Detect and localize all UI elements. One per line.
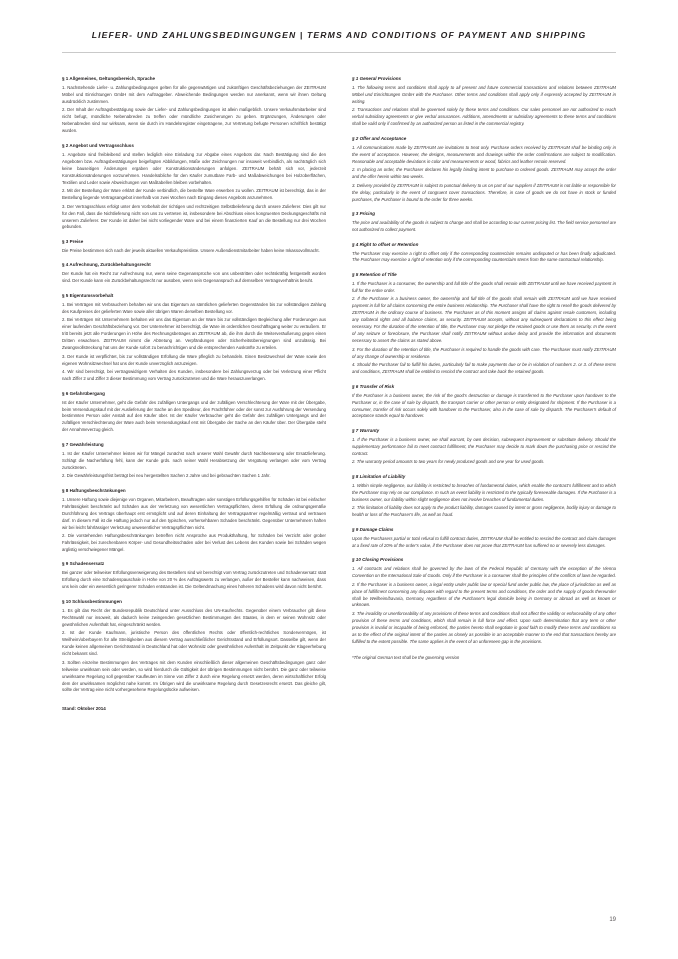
terms-section (62, 599, 326, 695)
section-paragraph: 2. Mit der Bestellung der Ware erklärt der Kunde verbindlich, die bestellte Ware erwerben zu wollen. ZEITRAUM ist berechtigt, das in der Bestellung liegende Vertragsangebot innerhalb von zwei Wochen nach Eingang dieses Angebots anzunehmen. (62, 188, 326, 201)
section-paragraph: 3. The invalidity or unenforceability of any provisions of these terms and conditions shall not affect the validity or enforceability of any other provision of these terms and conditions, which shall remain in full force and effect. Upon such determination that any term or other provision is invalid or incapable of being enforced, the parties hereto shall negotiate in good faith to modify these terms and conditions so as to the effect of the original intent of the parties as closely as possible in an acceptable manner to the end that transactions hereby are fulfilled to the extent possible. The same applies in the event of an unforeseen gap in the provisions. (352, 611, 616, 644)
section-heading: § 1 Allgemeines, Geltungsbereich, Sprache (62, 76, 156, 81)
section-heading: § 3 Preise (62, 238, 84, 244)
governing-version-note: *The original German text shall be the governing version (352, 654, 460, 660)
section-heading: § 4 Aufrechnung, Zurückbehaltungsrecht (62, 262, 151, 268)
section-paragraph: Upon the Purchasers partial or total refusal to fulfill contract duties, ZEITRAUM shall be entitled to rescind the contract and claim damages at a fixed rate of 20% of the order's value, if the Purchaser does not prove that ZEITRAUM has suffered no or severely less damages. (352, 535, 616, 548)
section-paragraph: 3. Der Kunde ist verpflichtet, bis zur vollständigen Erfüllung die Ware pfleglich zu behandeln. Einen Besitzwechsel der Ware sowie den eigenen Wohnsitzwechsel hat uns der Kunde unverzüglich anzuzeigen. (62, 353, 326, 366)
terms-section (62, 561, 326, 591)
section-heading: § 2 Angebot und Vertragsschluss (62, 142, 134, 148)
terms-section (62, 262, 326, 285)
section-heading: § 8 Haftungsbeschränkungen (62, 487, 126, 493)
section-heading: § 10 Closing Provisions (352, 557, 404, 563)
terms-section (352, 242, 616, 265)
section-paragraph: The price and availability of the goods is subject to change and shall be according to our current pricing list. The field service personnel are not authorized to collect payment. (352, 220, 616, 233)
section-heading: § 4 Right to offset or Retention (352, 241, 419, 247)
document-datestamp: Stand: Oktober 2014 (62, 706, 106, 712)
section-paragraph: 3. Sollten einzelne Bestimmungen des Vertrages mit dem Kunden einschließlich dieser allgemeinen Geschäftsbedingungen ganz oder teilweise unwirksam sein oder werden, so wird hierdurch die Gültigkeit der übrigen Bestimmungen nicht berührt. Die ganz oder teilweise unwirksame Regelung soll gegenüber Kaufleuten im Sinne von Ziffer 2 durch eine Regelung ersetzt werden, deren wirtschaftlicher Erfolg dem der unwirksamen möglichst nahe kommt. Im Übrigen wird die unwirksame Regelung durch Gesetzesrecht ersetzt. Das gleiche gilt, sollte der Vertrag eine nicht vorhergesehene Regelungslücke aufweisen. (62, 659, 326, 693)
section-paragraph: 2. In placing an order, the Purchaser declares his legally binding intent to purchase to ordered goods. ZEITRAUM may accept the order and the offer herein within two weeks. (352, 167, 616, 180)
section-paragraph: 1. Es gilt das Recht der Bundesrepublik Deutschland unter Ausschluss des UN-Kaufrechts. Gegenüber einem Verbraucher gilt diese Rechtswahl nur insoweit, als dadurch keine zwingenden gesetzlichen Bestimmungen des Staates, in dem er seinen Wohnsitz oder gewöhnlichen Aufenthalt hat, eingeschränkt werden. (62, 607, 326, 627)
terms-section (62, 488, 326, 554)
terms-columns (62, 76, 616, 711)
section-heading: § 2 Offer and Acceptance (352, 135, 407, 141)
section-heading: § 9 Damage Claims (352, 526, 394, 532)
section-heading: § 8 Limitation of Liability (352, 473, 406, 479)
section-paragraph: 2. Die vorstehenden Haftungsbeschränkungen betreffen nicht Ansprüche aus Produkthaftung, für Schäden bei Verzicht oder grober Fahrlässigkeit, bei zurechenbaren Körper- und Gesundheitsschäden oder bei Verlust des Lebens des Kunden sowie bei Schäden wegen arglistig verschwiegener Mängel. (62, 533, 326, 552)
section-paragraph: 2. Die Gewährleistungsfrist beträgt bei neu hergestellten Sachen 2 Jahre und bei gebrauchten Sachen 1 Jahr. (62, 473, 271, 479)
terms-section (352, 384, 616, 421)
section-paragraph: 3. Delivery provided by ZEITRAUM is subject to punctual delivery to us on part of our suppliers if ZEITRAUM is not liable or responsible for the delay, particularly in the event of congruent cover transactions. Therefore, in case of goods we do not have in stock or funded purchases, the Purchaser is bound to the order for three weeks. (352, 182, 616, 202)
section-paragraph: 1. Within simple negligence, our liability is restricted to breaches of fundamental duties, which enable the contract's fulfillment and to which the Purchaser may rely on our compliance. In such an event liability is restricted to the typically foreseeable damages. If the Purchaser is a business owner, our liability within slight negligence does not involve breaches of fundamental duties. (352, 482, 616, 502)
terms-section (62, 239, 326, 255)
terms-section (352, 211, 616, 234)
terms-section (352, 474, 616, 519)
section-paragraph: Ist der Käufer Unternehmer, geht die Gefahr des zufälligen Untergangs und der zufälligen Verschlechterung der Ware mit der Übergabe, beim Versendungskauf mit der Auslieferung der Sache an den Spediteur, den Frachtführer oder der sonst zur Ausführung der Versendung bestimmten Person oder Anstalt auf den Käufer über. Ist der Käufer Verbraucher geht die Gefahr des zufälligen Untergangs und der zufälligen Verschlechterung der Ware auch beim Versendungskauf erst mit Übergabe der Sache an den Käufer über. Der Übergabe steht der Annahmeverzug gleich. (62, 399, 326, 433)
section-heading: § 5 Retention of Title (352, 271, 397, 277)
section-heading: § 5 Eigentumsvorbehalt (62, 292, 114, 298)
section-paragraph: 1. Nachstehende Liefer- u. Zahlungsbedingungen gelten für alle gegenwärtigen und zukünftigen Geschäftsbeziehungen der ZEITRAUM Möbel und Einrichtungen GmbH mit dem Auftraggeber. Abweichende Bedingungen werden nur anerkannt, wenn wir ihnen Geltung ausdrücklich zustimmen. (62, 85, 326, 104)
section-paragraph: 2. Ist der Kunde Kaufmann, juristische Person des öffentlichen Rechts oder öffentlich-rechtliches Sondervermögen, ist Weilheim/oberbayern für alle Streitigkeiten aus diesem Vertrag ausschließlicher Gerichtsstand und Erfüllungsort. Dasselbe gilt, wenn der Kunde keinen allgemeinen Gerichtsstand in Deutschland hat oder Wohnsitz oder gewöhnlichen Aufenthalt im Zeitpunkt der Klageerhebung nicht bekannt sind. (62, 630, 326, 657)
terms-section (62, 293, 326, 383)
section-paragraph: 1. Ist der Käufer Unternehmer leisten wir für Mängel zunächst nach unserer Wahl Gewähr durch Nachbesserung oder Ersatzlieferung. Schlägt die Nacherfüllung fehl, kann der Kunde grds. nach seiner Wahl Herabsetzung der Vergütung verlangen oder vom Vertrag zurücktreten. (62, 450, 326, 470)
section-paragraph: 1. Unsere Haftung sowie diejenige von Organen, Mitarbeitern, Beauftragten oder sonstigen Erfüllungsgehilfen für Schäden ist bei einfacher Fahrlässigkeit beschränkt auf Schäden aus der Verletzung von wesentlichen Vertragspflichten, deren Erfüllung die ordnungsgemäße Durchführung des Vertrags überhaupt erst ermöglicht und auf deren Einhaltung der Vertragspartner regelmäßig vertraut und vertrauen darf. In diesem Fall ist die Haftung jedoch nur auf den typischen, vorhersehbaren Schaden beschränkt. Gegenüber Unternehmern haften wir bei leicht fahrlässiger Verletzung unwesentlicher Vertragspflichten nicht. (62, 496, 326, 530)
section-paragraph: 2. If the Purchaser is a business owner, a legal entity under public law or special fund under public law, the place of jurisdiction as well as place of fulfillment concerning any disputes with regard to the present terms and conditions, the order and the supply of goods thereunder shall be Weilheim/bavaria, Germany, regardless of the Purchaser's legal domicile being in Germany or abroad as well as known or unknown. (352, 581, 616, 608)
terms-section (352, 527, 616, 550)
section-paragraph: 3. For the duration of the retention of title, the Purchaser is required to handle the goods with care. The Purchaser must notify ZEITRAUM of any change of ownership or residence. (352, 346, 616, 359)
page-number: 19 (609, 917, 616, 923)
section-paragraph: Der Kunde hat ein Recht zur Aufrechnung nur, wenn seine Gegenansprüche von uns unbestritten oder rechtskräftig festgestellt worden sind. Der Kunde kann ein Zurückbehaltungsrecht nur ausüben, wenn sein Gegenanspruch auf demselben Vertragsverhältnis beruht. (62, 271, 326, 284)
terms-section (62, 76, 326, 135)
header-divider (62, 52, 616, 53)
terms-section (352, 428, 616, 466)
section-heading: § 9 Schadensersatz (62, 561, 105, 567)
section-paragraph: 1. All contracts and relations shall be governed by the laws of the Federal Republic of Germany with the exception of the Vienna Convention on the International Sale of Goods. Only if the Purchaser is a consumer shall the principles of the conflicts of laws be regarded. (352, 566, 616, 579)
page-header (0, 30, 678, 40)
terms-section (352, 272, 616, 376)
section-heading: § 10 Schlussbestimmungen (62, 598, 122, 604)
section-paragraph: 1. Bei Verträgen mit Verbrauchern behalten wir uns das Eigentum an sämtlichen gelieferten Gegenständen bis zur vollständigen Zahlung des Kaufpreises der gelieferten Ware sowie aller übrigen Waren derselben Bestellung vor. (62, 301, 326, 314)
section-paragraph: 1. If the Purchaser is a business owner, we shall warrant, by own decision, subsequent improvement or substitute delivery. Should the supplementary performance fail to meet contract fulfillment, the Purchaser may decide to mark down the purchasing price or rescind the contract. (352, 436, 616, 456)
terms-section (352, 557, 616, 646)
terms-section (62, 391, 326, 435)
section-paragraph: 4. Wir sind berechtigt, bei vertragswidrigem Verhalten des Kunden, insbesondere bei Zahlungsverzug oder bei Verletzung einer Pflicht nach Ziffer 2 und Ziffer 3 dieser Bestimmung vom Vertrag zurückzutreten und die Ware herauszuverlangen. (62, 369, 326, 382)
section-heading: § 3 Pricing (352, 211, 375, 217)
section-paragraph: 3. Der Vertragsschluss erfolgt unter dem Vorbehalt der richtigen und rechtzeitigen Selbstbelieferung durch unsere Zulieferer. Dies gilt nur für den Fall, dass die Nichtlieferung nicht von uns zu vertreten ist, insbesondere bei Abschluss eines kongruenten Deckungsgeschäfts mit unserem Zulieferer. Der Kunde ist daher bei nicht vorliegender Ware und bei einem finanzierten Kauf an die Bestellung nur drei Wochen gebunden. (62, 203, 326, 230)
column-german (62, 76, 326, 711)
section-paragraph: 1. Angebote sind freibleibend und stellen lediglich eine Einladung zur Abgabe eines Angebots dar. Nach Bestätigung sind die den Angeboten bzw. Auftragsbestätigungen beigefügten Abbildungen, Maße oder Zeichnungen nur insoweit verbindlich, als nachträglich sich keine bauseitigen Änderungen ergaben oder Konstruktionsänderungen anfolgen. ZEITRAUM behält sich vor, jederzeit Konstruktionsänderungen vorzunehmen. Handelsübliche für den Käufer zumutbare Farb- und Maßabweichungen bei Holzoberflächen, Textilien und Leder sowie Abweichungen von Maßtabellen bleiben vorbehalten. (62, 151, 326, 185)
section-heading: § 6 Transfer of Risk (352, 383, 395, 389)
section-paragraph: 1. All communications made by ZEITRAUM are invitations to treat only. Purchase orders received by ZEITRAUM shall be binding only in the event of acceptance. However, the designs, measurements and drawings within the order confirmations are subject to modification. Reasonable and acceptable deviations in color and measurements or wood, fabrics and leather remain reserved. (352, 144, 616, 164)
section-paragraph: If the Purchaser is a business owner, the risk of the good's destruction or damage is transferred to the Purchaser upon handover to the Purchaser or, in the case of sale by dispatch, the transport carrier or other person or entity designated for shipment. If the Purchaser is a consumer, transfer of risk occurs solely with handover to the Purchaser, also in the case of sale by dispatch. The Purchaser's default of acceptance stands equal to handover. (352, 392, 616, 419)
section-paragraph: 1. If the Purchaser is a consumer, the ownership and full title of the goods shall remain with ZEITRAUM until we have received payment in full for the entire order. (352, 280, 616, 293)
terms-section (352, 76, 616, 128)
section-paragraph: Die Preise bestimmen sich nach der jeweils aktuellen Verkaufspreisliste. Unsere Außendienstmitarbeiter haben keine Inkassovollmacht. (62, 247, 320, 253)
section-heading: § 6 Gefahrübergang (62, 390, 105, 396)
terms-section (352, 136, 616, 204)
section-heading: § 7 Warranty (352, 427, 380, 433)
section-paragraph: 2. The warranty period amounts to two years for newly produced goods and one year for used goods. (352, 459, 545, 465)
section-paragraph: The Purchaser may exercise a right to offset only if the corresponding counterclaim remains undisputed or has been finally adjudicated. The Purchaser may exercise a right of retention only if the corresponding counterclaim stems from the same contractual relationship. (352, 250, 616, 263)
section-paragraph: 1. The following terms and conditions shall apply to all present and future commercial transactions and relations between ZEITRAUM Möbel und Einrichtungen GmbH with the Purchaser. Other terms and conditions shall apply only if expressly accepted by ZEITRAUM in writing. (352, 85, 616, 104)
section-paragraph: 4. Should the Purchaser fail to fulfill his duties, particularly fail to make payments due or be in violation of numbers 2. or 3. of these terms and conditions, ZEITRAUM shall be entitled to rescind the contract and take back the retained goods. (352, 362, 616, 375)
page-title: LIEFER- UND ZAHLUNGSBEDINGUNGEN | TERMS AND CONDITIONS OF PAYMENT AND SHIPPING (91, 30, 587, 40)
section-paragraph: 2. Der Inhalt der Auftragsbestätigung sowie der Liefer- und Zahlungsbedingungen ist allein maßgeblich. Unsere Verkaufsmitarbeiter sind nicht befugt, mündliche Nebenabreden zu treffen oder mündliche Zusicherungen zu geben. Ergänzungen, Änderungen oder Nebenabreden sind nur wirksam, wenn sie durch im Handelsregister eingetragene, zur Vertretung befugte Personen schriftlich bestätigt wurden. (62, 107, 326, 134)
column-english (352, 76, 616, 711)
terms-section (62, 143, 326, 232)
section-paragraph: 2. If the Purchaser is a business owner, the ownership and full title of the goods shall remain with ZEITRAUM until we have received payment in full for all claims concerning the entire business relationship. The Purchaser shall have the right to resell the goods delivered by ZEITRAUM in the ordinary course of business. The Purchaser as of this moment assigns all claims against resale customers, including any collateral rights and all balance claims, as security. ZEITRAUM accepts, without any subsequent declarations to this effect being necessary. For the duration of the retention of title, the Purchaser may not pledge the retained goods or use them as security. In the event of any seizure or foreclosure, the Purchaser shall notify ZEITRAUM without undue delay and provide the information and documents necessary to assert the claims as stated above. (352, 296, 616, 344)
section-heading: § 7 Gewährleistung (62, 441, 104, 447)
section-paragraph: 2. This limitation of liability does not apply to the product liability, damages caused by intent or gross negligence, bodily injury or damage to health or loss of the Purchaser's life, as well as fraud. (352, 505, 616, 518)
section-paragraph: 2. Bei Verträgen mit Unternehmern behalten wir uns das Eigentum an der Ware bis zur vollständigen Begleichung aller Forderungen aus einer laufenden Geschäftsbeziehung vor. Der Unternehmer ist berechtigt, die Ware im ordentlichen Geschäftsgang weiter zu veräußern. Er tritt bereits jetzt alle Forderungen in Höhe des Rechnungsbetrages an ZEITRAUM ab, die ihm durch die Weiterveräußerung gegen einen Dritten erwachsen. ZEITRAUM nimmt die Abtretung an. Verpfändungen oder Sicherheitsübereignungen sind unzulässig. Bei Zwangsvollstreckung hat uns der Kunde sofort zu benachrichtigen und die entsprechenden Auskünfte zu erteilen. (62, 317, 326, 351)
terms-section (62, 442, 326, 480)
section-paragraph: Bei ganzer oder teilweiser Erfüllungsverweigerung des Bestellers sind wir berechtigt vom Vertrag zurückzutreten und Schadensersatz statt Erfüllung durch eine Schadenspauschale in Höhe von 20 % des Auftragswerts zu verlangen, außer der Besteller kann nachweisen, dass uns kein oder ein wesentlich geringerer Schaden entstanden ist. Die Geltendmachung eines höheren Schadens wird davon nicht berührt. (62, 570, 326, 590)
section-heading: § 1 General Provisions (352, 76, 402, 81)
section-paragraph: 2. Transactions and relations shall be governed solely by these terms and conditions. Our sales personnel are not authorized to reach verbal subsidiary agreements or give verbal assurances. Additions, amendments or subsidiary agreements to these terms and conditions shall be valid only if confirmed by an authorized person as listed in the commercial registry. (352, 107, 616, 127)
